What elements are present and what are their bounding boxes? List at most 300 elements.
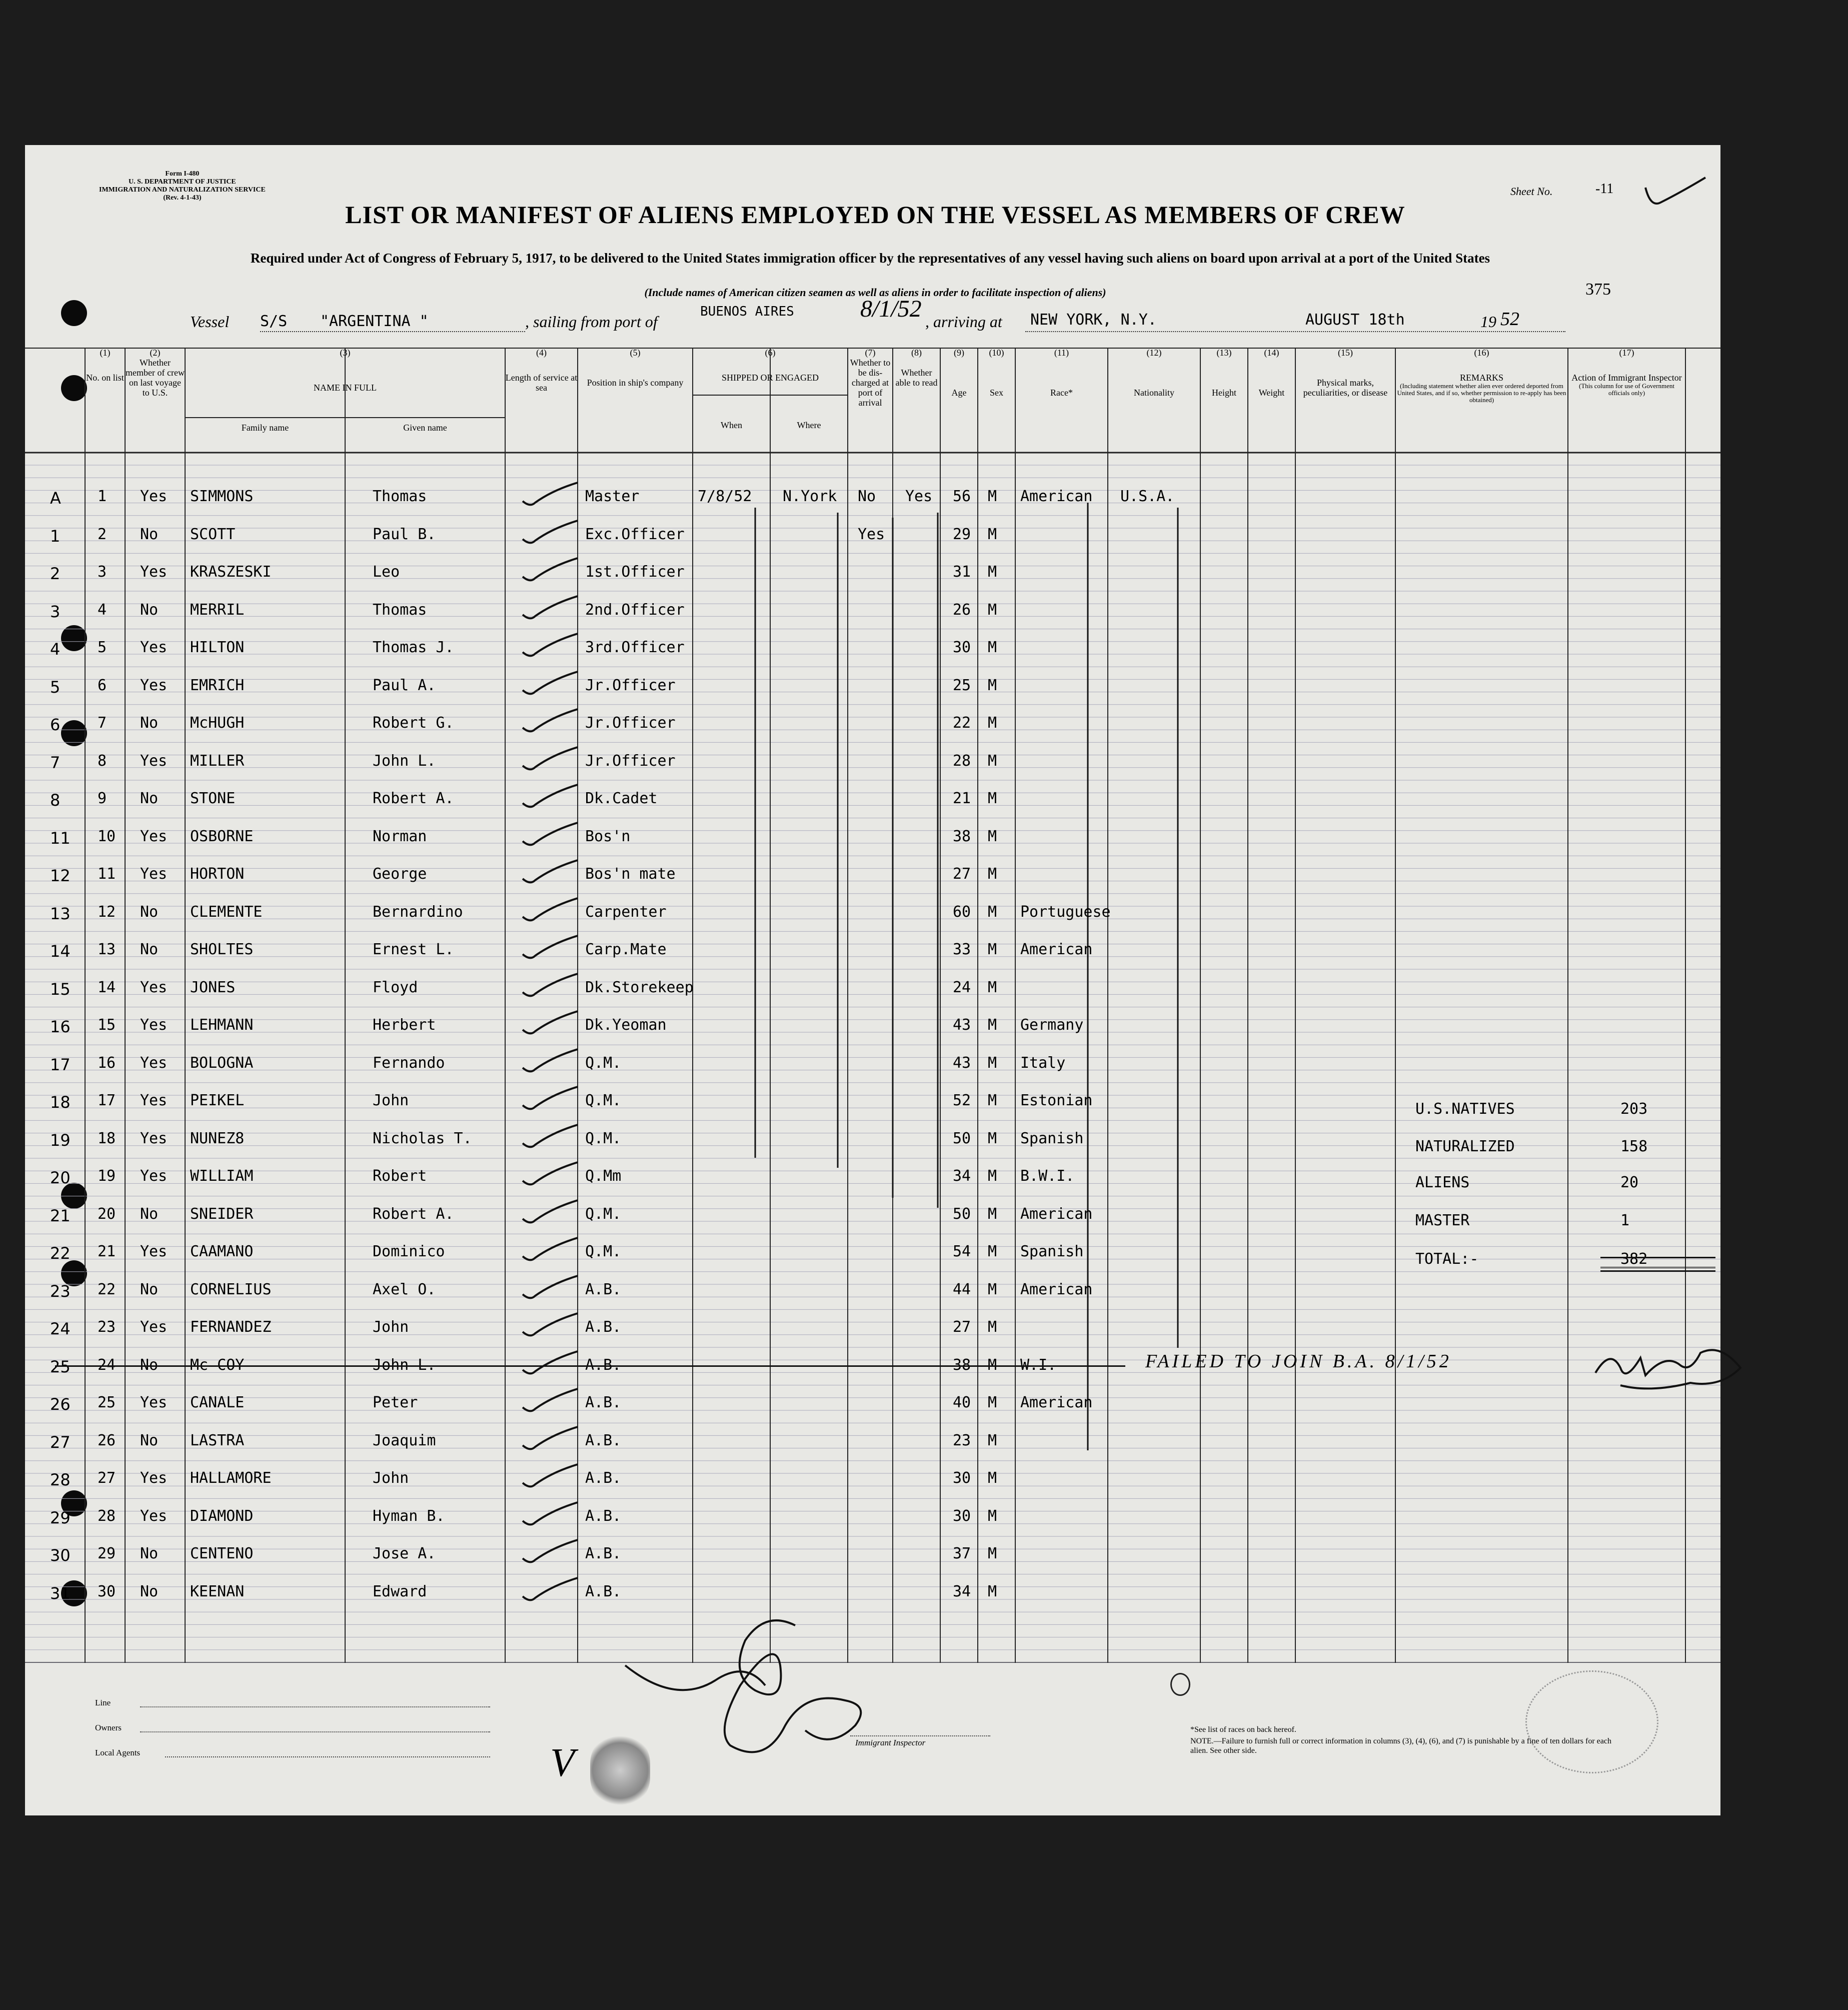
- race: American: [1020, 488, 1093, 505]
- age: 22: [953, 714, 971, 732]
- position: Q.Mm: [585, 1167, 622, 1185]
- position: A.B.: [585, 1431, 622, 1449]
- crew-last-voyage: No: [140, 525, 159, 543]
- position: Bos'n mate: [585, 865, 676, 883]
- shipped-where: N.York: [783, 488, 837, 505]
- given-name: Robert A.: [373, 790, 454, 807]
- header-length: (4) Length of service at sea: [505, 348, 578, 393]
- line-underline: [140, 1706, 490, 1707]
- crew-last-voyage: Yes: [140, 1243, 168, 1260]
- position: Master: [585, 488, 640, 505]
- position: 3rd.Officer: [585, 639, 685, 656]
- age: 31: [953, 563, 971, 581]
- given-name: Thomas: [373, 488, 427, 505]
- row-mark: 29: [50, 1508, 71, 1527]
- list-number: 18: [98, 1129, 116, 1147]
- inspector-underline: [850, 1735, 990, 1736]
- header-read: (8) Whether able to read: [895, 348, 938, 388]
- service-check-icon: [518, 933, 583, 963]
- summary-label: ALIENS: [1415, 1174, 1470, 1191]
- row-mark: 11: [50, 828, 71, 848]
- service-check-icon: [518, 1009, 583, 1039]
- shipped-when: 7/8/52: [698, 488, 752, 505]
- row-mark: 27: [50, 1432, 71, 1452]
- family-name: JONES: [190, 978, 236, 996]
- row-mark: 23: [50, 1281, 71, 1301]
- sex: M: [988, 601, 997, 619]
- arrival-date: AUGUST 18th: [1305, 311, 1405, 329]
- row-mark: 31: [50, 1583, 71, 1603]
- age: 38: [953, 1356, 971, 1374]
- sex: M: [988, 865, 997, 883]
- sex: M: [988, 676, 997, 694]
- row-mark: 25: [50, 1357, 71, 1376]
- owners-underline: [140, 1731, 490, 1732]
- discharged: No: [858, 488, 876, 505]
- position: Jr.Officer: [585, 752, 676, 770]
- row-mark: 24: [50, 1319, 71, 1338]
- sex: M: [988, 1507, 997, 1525]
- summary-label: TOTAL:-: [1415, 1250, 1479, 1268]
- summary-label: NATURALIZED: [1415, 1138, 1515, 1155]
- row-mark: 8: [50, 791, 61, 810]
- family-name: STONE: [190, 790, 236, 807]
- position: Q.M.: [585, 1205, 622, 1223]
- row-mark: 13: [50, 904, 71, 923]
- crew-last-voyage: No: [140, 1582, 159, 1600]
- row-mark: A: [50, 489, 61, 508]
- list-number: 25: [98, 1394, 116, 1411]
- given-name: Hyman B.: [373, 1507, 445, 1525]
- given-name: John: [373, 1469, 409, 1487]
- list-number: 1: [98, 488, 107, 505]
- year-prefix: 19: [1480, 313, 1496, 331]
- service-check-icon: [518, 1311, 583, 1341]
- family-name: KRASZESKI: [190, 563, 272, 581]
- given-name: Norman: [373, 827, 427, 845]
- family-name: SCOTT: [190, 525, 236, 543]
- position: A.B.: [585, 1280, 622, 1298]
- crew-last-voyage: No: [140, 1205, 159, 1223]
- given-name: Joaquim: [373, 1431, 436, 1449]
- family-name: BOLOGNA: [190, 1054, 254, 1072]
- service-check-icon: [518, 556, 583, 586]
- row-mark: 26: [50, 1395, 71, 1414]
- form-number: Form I-480: [165, 170, 200, 178]
- sex: M: [988, 1582, 997, 1600]
- given-name: Axel O.: [373, 1280, 436, 1298]
- list-number: 10: [98, 827, 116, 845]
- list-number: 19: [98, 1167, 116, 1185]
- sex: M: [988, 790, 997, 807]
- header-given-name: Given name: [403, 423, 447, 433]
- row-mark: 2: [50, 564, 61, 583]
- given-name: Jose A.: [373, 1545, 436, 1562]
- given-name: George: [373, 865, 427, 883]
- sex: M: [988, 827, 997, 845]
- position: 1st.Officer: [585, 563, 685, 581]
- page-title: LIST OR MANIFEST OF ALIENS EMPLOYED ON THE VESSEL AS MEMBERS OF CREW: [345, 201, 1405, 229]
- position: Exc.Officer: [585, 525, 685, 543]
- given-name: Paul A.: [373, 676, 436, 694]
- position: Dk.Storekeep: [585, 978, 694, 996]
- summary-label: U.S.NATIVES: [1415, 1100, 1515, 1118]
- list-number: 26: [98, 1431, 116, 1449]
- given-name: Thomas J.: [373, 639, 454, 656]
- year: 52: [1500, 309, 1519, 330]
- instruction-note: (Include names of American citizen seamen as well as aliens in order to facilitate inspection of aliens): [644, 286, 1106, 299]
- race: American: [1020, 941, 1093, 958]
- nationality: U.S.A.: [1120, 488, 1175, 505]
- family-name: Mc COY: [190, 1356, 245, 1374]
- able-to-read: Yes: [905, 488, 933, 505]
- age: 50: [953, 1205, 971, 1223]
- service-check-icon: [518, 1462, 583, 1492]
- service-check-icon: [518, 1537, 583, 1567]
- race: Spanish: [1020, 1129, 1084, 1147]
- position: Q.M.: [585, 1129, 622, 1147]
- table-grid-lines: [25, 348, 1720, 1663]
- list-number: 6: [98, 676, 107, 694]
- age: 29: [953, 525, 971, 543]
- list-number: 20: [98, 1205, 116, 1223]
- family-name: HORTON: [190, 865, 245, 883]
- header-weight: (14) Weight: [1258, 348, 1285, 398]
- service-check-icon: [518, 1349, 583, 1379]
- total-rule: [1600, 1257, 1715, 1258]
- service-check-icon: [518, 1424, 583, 1454]
- vessel-type: S/S: [260, 313, 288, 330]
- family-name: NUNEZ8: [190, 1129, 245, 1147]
- age: 27: [953, 865, 971, 883]
- age: 54: [953, 1243, 971, 1260]
- age: 25: [953, 676, 971, 694]
- service-check-icon: [518, 782, 583, 812]
- summary-value: 382: [1620, 1250, 1648, 1268]
- list-number: 29: [98, 1545, 116, 1562]
- crew-last-voyage: Yes: [140, 752, 168, 770]
- family-name: LASTRA: [190, 1431, 245, 1449]
- list-number: 30: [98, 1582, 116, 1600]
- service-check-icon: [518, 594, 583, 624]
- summary-label: MASTER: [1415, 1212, 1470, 1229]
- service-check-icon: [518, 1084, 583, 1114]
- position: Bos'n: [585, 827, 631, 845]
- position: Q.M.: [585, 1243, 622, 1260]
- service-check-icon: [518, 1500, 583, 1530]
- header-race: (11) Race*: [1050, 348, 1073, 398]
- list-number: 2: [98, 525, 107, 543]
- family-name: HALLAMORE: [190, 1469, 272, 1487]
- crew-last-voyage: No: [140, 903, 159, 921]
- given-name: John L.: [373, 752, 436, 770]
- crew-last-voyage: No: [140, 1356, 159, 1374]
- list-number: 22: [98, 1280, 116, 1298]
- age: 52: [953, 1092, 971, 1109]
- discharged: Yes: [858, 525, 885, 543]
- summary-value: 20: [1620, 1174, 1639, 1191]
- crew-last-voyage: Yes: [140, 1507, 168, 1525]
- total-double-rule: [1600, 1267, 1715, 1272]
- crew-last-voyage: Yes: [140, 1129, 168, 1147]
- list-number: 16: [98, 1054, 116, 1072]
- position: Carp.Mate: [585, 941, 667, 958]
- header-discharged: (7) Whether to be dis-charged at port of arrival: [850, 348, 891, 408]
- age: 60: [953, 903, 971, 921]
- row-mark: 3: [50, 602, 61, 621]
- given-name: Robert A.: [373, 1205, 454, 1223]
- crew-last-voyage: No: [140, 790, 159, 807]
- family-name: PEIKEL: [190, 1092, 245, 1109]
- header-family-name: Family name: [241, 423, 289, 433]
- summary-value: 158: [1620, 1138, 1648, 1155]
- crew-last-voyage: No: [140, 1280, 159, 1298]
- age: 26: [953, 601, 971, 619]
- family-name: CANALE: [190, 1394, 245, 1411]
- inspector-label: Immigrant Inspector: [855, 1738, 926, 1747]
- age: 43: [953, 1054, 971, 1072]
- sex: M: [988, 1016, 997, 1034]
- header-age: (9) Age: [951, 348, 967, 398]
- sex: M: [988, 1205, 997, 1223]
- race: American: [1020, 1280, 1093, 1298]
- family-name: MERRIL: [190, 601, 245, 619]
- list-number: 24: [98, 1356, 116, 1374]
- age: 30: [953, 1507, 971, 1525]
- age: 37: [953, 1545, 971, 1562]
- family-name: SNEIDER: [190, 1205, 254, 1223]
- position: 2nd.Officer: [585, 601, 685, 619]
- row-mark: 19: [50, 1130, 71, 1150]
- form-identifier: [99, 170, 266, 202]
- list-number: 8: [98, 752, 107, 770]
- race: B.W.I.: [1020, 1167, 1075, 1185]
- family-name: WILLIAM: [190, 1167, 254, 1185]
- list-number: 13: [98, 941, 116, 958]
- header-inspector: (17) Action of Immigrant Inspector (This column for use of Government officials only): [1571, 348, 1682, 397]
- crew-last-voyage: Yes: [140, 827, 168, 845]
- crew-last-voyage: Yes: [140, 1469, 168, 1487]
- list-number: 14: [98, 978, 116, 996]
- sex: M: [988, 1054, 997, 1072]
- sex: M: [988, 941, 997, 958]
- list-number: 17: [98, 1092, 116, 1109]
- seal-stamp: [1525, 1670, 1658, 1773]
- paper-damage: [590, 1735, 650, 1805]
- sex: M: [988, 488, 997, 505]
- crew-last-voyage: No: [140, 941, 159, 958]
- service-check-icon: [518, 1122, 583, 1152]
- sex: M: [988, 1092, 997, 1109]
- family-name: CENTENO: [190, 1545, 254, 1562]
- header-physical: (15) Physical marks, peculiarities, or disease: [1303, 348, 1388, 398]
- service: IMMIGRATION AND NATURALIZATION SERVICE: [99, 186, 266, 194]
- crew-last-voyage: No: [140, 601, 159, 619]
- sex: M: [988, 1469, 997, 1487]
- list-number: 5: [98, 639, 107, 656]
- family-name: KEENAN: [190, 1582, 245, 1600]
- sex: M: [988, 1280, 997, 1298]
- sex: M: [988, 1129, 997, 1147]
- sheet-number: -11: [1595, 181, 1614, 197]
- row-mark: 15: [50, 979, 71, 999]
- given-name: Bernardino: [373, 903, 463, 921]
- given-name: Fernando: [373, 1054, 445, 1072]
- service-check-icon: [518, 707, 583, 737]
- sex: M: [988, 714, 997, 732]
- list-number: 15: [98, 1016, 116, 1034]
- crew-last-voyage: No: [140, 1545, 159, 1562]
- header-where: Where: [797, 420, 821, 430]
- given-name: John L.: [373, 1356, 436, 1374]
- failed-to-join-note: FAILED TO JOIN B.A. 8/1/52: [1145, 1351, 1452, 1372]
- family-name: HILTON: [190, 639, 245, 656]
- given-name: Thomas: [373, 601, 427, 619]
- list-number: 7: [98, 714, 107, 732]
- race: Germany: [1020, 1016, 1084, 1034]
- crew-last-voyage: Yes: [140, 1054, 168, 1072]
- given-name: Dominico: [373, 1243, 445, 1260]
- crew-last-voyage: Yes: [140, 1016, 168, 1034]
- penalty-note: NOTE.—Failure to furnish full or correct information in columns (3), (4), (6), and (7) is punishable by a fine of ten dollars for each alien. See other side.: [1190, 1737, 1611, 1755]
- header-no: (1) No. on list: [86, 348, 124, 383]
- circle-mark: [1170, 1673, 1190, 1696]
- family-name: LEHMANN: [190, 1016, 254, 1034]
- header-shipped: (6) SHIPPED OR ENGAGED: [721, 348, 819, 383]
- age: 28: [953, 752, 971, 770]
- list-number: 3: [98, 563, 107, 581]
- age: 50: [953, 1129, 971, 1147]
- race: Spanish: [1020, 1243, 1084, 1260]
- arriving-label: , arriving at: [925, 313, 1002, 331]
- given-name: John: [373, 1318, 409, 1336]
- age: 40: [953, 1394, 971, 1411]
- port-from: BUENOS AIRES: [700, 304, 794, 319]
- list-number: 23: [98, 1318, 116, 1336]
- crew-last-voyage: Yes: [140, 1092, 168, 1109]
- given-name: Ernest L.: [373, 941, 454, 958]
- family-name: CLEMENTE: [190, 903, 263, 921]
- family-name: CORNELIUS: [190, 1280, 272, 1298]
- family-name: SIMMONS: [190, 488, 254, 505]
- position: A.B.: [585, 1582, 622, 1600]
- age: 23: [953, 1431, 971, 1449]
- service-check-icon: [518, 896, 583, 926]
- header-sex: (10) Sex: [989, 348, 1004, 398]
- race: Portuguese: [1020, 903, 1111, 921]
- row-mark: 17: [50, 1055, 71, 1074]
- header-position: (5) Position in ship's company: [587, 348, 684, 388]
- race: Estonian: [1020, 1092, 1093, 1109]
- given-name: Herbert: [373, 1016, 436, 1034]
- crew-last-voyage: Yes: [140, 488, 168, 505]
- vessel-underline: [260, 331, 525, 332]
- list-number: 9: [98, 790, 107, 807]
- row-mark: 5: [50, 677, 61, 697]
- row-mark: 28: [50, 1470, 71, 1489]
- sex: M: [988, 903, 997, 921]
- inspector-signature: [615, 1605, 875, 1770]
- service-check-icon: [518, 631, 583, 661]
- port-to: NEW YORK, N.Y.: [1030, 311, 1157, 329]
- position: Carpenter: [585, 903, 667, 921]
- crew-last-voyage: Yes: [140, 978, 168, 996]
- list-number: 12: [98, 903, 116, 921]
- position: Jr.Officer: [585, 676, 676, 694]
- crew-last-voyage: Yes: [140, 563, 168, 581]
- header-height: (13) Height: [1212, 348, 1236, 398]
- crew-last-voyage: Yes: [140, 865, 168, 883]
- crew-last-voyage: Yes: [140, 1394, 168, 1411]
- position: Dk.Yeoman: [585, 1016, 667, 1034]
- position: A.B.: [585, 1507, 622, 1525]
- row-mark: 18: [50, 1093, 71, 1112]
- family-name: OSBORNE: [190, 827, 254, 845]
- service-check-icon: [518, 1273, 583, 1303]
- handwritten-date: 8/1/52: [860, 296, 922, 322]
- initials-signature: [1590, 1338, 1750, 1393]
- summary-value: 1: [1620, 1212, 1630, 1229]
- service-check-icon: [518, 1160, 583, 1190]
- footer-agents-label: Local Agents: [95, 1748, 141, 1757]
- race: W.I.: [1020, 1356, 1057, 1374]
- given-name: Paul B.: [373, 525, 436, 543]
- manifest-page: [25, 145, 1720, 1815]
- stamp-number: 375: [1585, 280, 1611, 299]
- age: 44: [953, 1280, 971, 1298]
- footer-mark-v: V: [550, 1741, 575, 1785]
- age: 56: [953, 488, 971, 505]
- sex: M: [988, 1167, 997, 1185]
- given-name: Robert: [373, 1167, 427, 1185]
- arrival-underline: [1025, 331, 1565, 332]
- list-number: 21: [98, 1243, 116, 1260]
- age: 21: [953, 790, 971, 807]
- position: A.B.: [585, 1469, 622, 1487]
- sex: M: [988, 1318, 997, 1336]
- races-note: *See list of races on back hereof.: [1190, 1725, 1296, 1734]
- position: Jr.Officer: [585, 714, 676, 732]
- given-name: Robert G.: [373, 714, 454, 732]
- service-check-icon: [518, 518, 583, 548]
- vessel-label: Vessel: [190, 313, 230, 331]
- family-name: DIAMOND: [190, 1507, 254, 1525]
- list-number: 11: [98, 865, 116, 883]
- given-name: John: [373, 1092, 409, 1109]
- position: Q.M.: [585, 1054, 622, 1072]
- age: 43: [953, 1016, 971, 1034]
- agents-underline: [165, 1756, 490, 1757]
- punch-hole: [61, 300, 87, 326]
- service-check-icon: [518, 480, 583, 510]
- crew-last-voyage: Yes: [140, 639, 168, 656]
- row-mark: 22: [50, 1244, 71, 1263]
- age: 38: [953, 827, 971, 845]
- subtitle: Required under Act of Congress of February 5, 1917, to be delivered to the United States immigration officer by the representatives of any vessel having such aliens on board upon arrival at a port of the United States: [250, 251, 1490, 266]
- header-nationality: (12) Nationality: [1134, 348, 1174, 398]
- family-name: EMRICH: [190, 676, 245, 694]
- race: Italy: [1020, 1054, 1066, 1072]
- family-name: SHOLTES: [190, 941, 254, 958]
- crew-last-voyage: Yes: [140, 1318, 168, 1336]
- row-mark: 1: [50, 526, 61, 546]
- race: American: [1020, 1205, 1093, 1223]
- summary-value: 203: [1620, 1100, 1648, 1118]
- sex: M: [988, 1431, 997, 1449]
- crew-last-voyage: No: [140, 1431, 159, 1449]
- position: Q.M.: [585, 1092, 622, 1109]
- service-check-icon: [518, 669, 583, 699]
